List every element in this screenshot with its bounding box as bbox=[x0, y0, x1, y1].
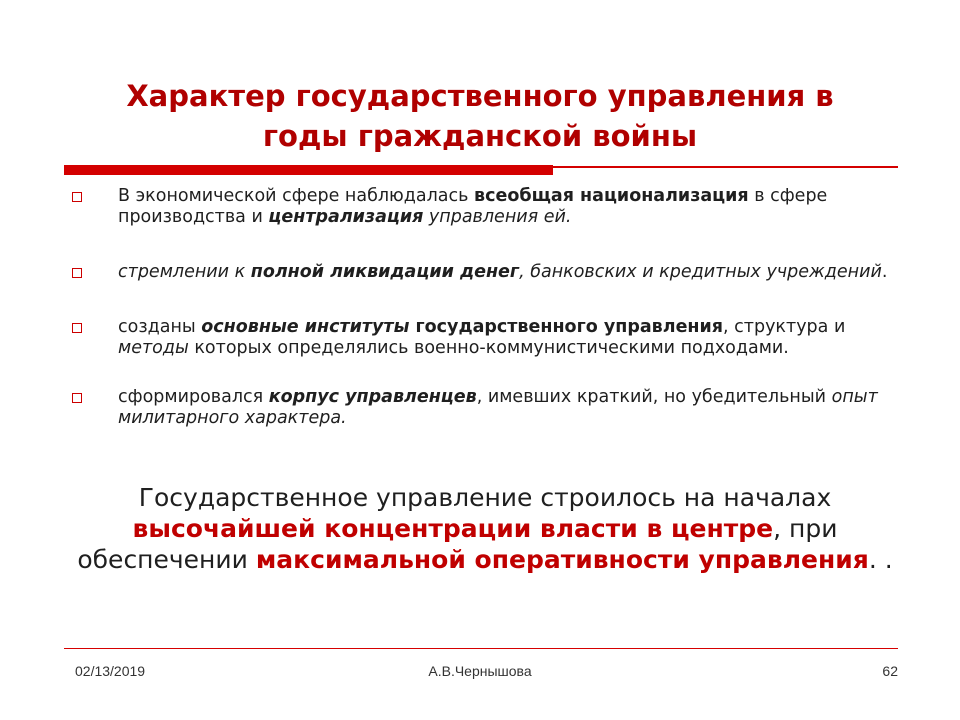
title-underline-thin bbox=[553, 166, 898, 168]
page-number: 62 bbox=[882, 663, 898, 679]
slide-title bbox=[60, 76, 900, 156]
bullet-item: стремлении к полной ликвидации денег, банковских и кредитных учреждений. bbox=[72, 262, 902, 283]
square-bullet-icon bbox=[72, 323, 82, 333]
emphasis-text: высочайшей концентрации власти в центре bbox=[132, 514, 774, 543]
emphasis-text: государственного управления bbox=[409, 317, 724, 337]
title-line-1: Характер государственного управления в bbox=[126, 79, 834, 113]
emphasis-text: основные институты bbox=[201, 317, 410, 337]
bullet-item: созданы основные институты государственного управления, структура и методы которых определялись военно-коммунистическими подходами. bbox=[72, 317, 902, 359]
footer-author: А.В.Чернышова bbox=[428, 663, 532, 679]
bullet-item: В экономической сфере наблюдалась всеобщая национализация в сфере производства и централизация управления ей. bbox=[72, 186, 902, 228]
emphasis-text: всеобщая национализация bbox=[474, 186, 749, 206]
footer-date: 02/13/2019 bbox=[75, 663, 146, 679]
emphasis-text: централизация bbox=[268, 207, 424, 227]
emphasis-text: корпус управленцев bbox=[268, 387, 477, 407]
summary-statement: Государственное управление строилось на началах высочайшей концентрации власти в центре, при обеспечении максимальной оперативности управления. . bbox=[77, 483, 893, 574]
emphasis-text: полной ликвидации денег bbox=[250, 262, 520, 282]
title-line-2: годы гражданской войны bbox=[262, 119, 698, 153]
bullet-list bbox=[72, 186, 902, 429]
square-bullet-icon bbox=[72, 192, 82, 202]
emphasis-text: максимальной оперативности управления bbox=[255, 545, 869, 574]
bullet-item: сформировался корпус управленцев, имевших краткий, но убедительный опыт милитарного характера. bbox=[72, 387, 902, 429]
title-underline-thick bbox=[64, 165, 553, 175]
square-bullet-icon bbox=[72, 393, 82, 403]
footer-divider bbox=[64, 648, 898, 649]
square-bullet-icon bbox=[72, 268, 82, 278]
